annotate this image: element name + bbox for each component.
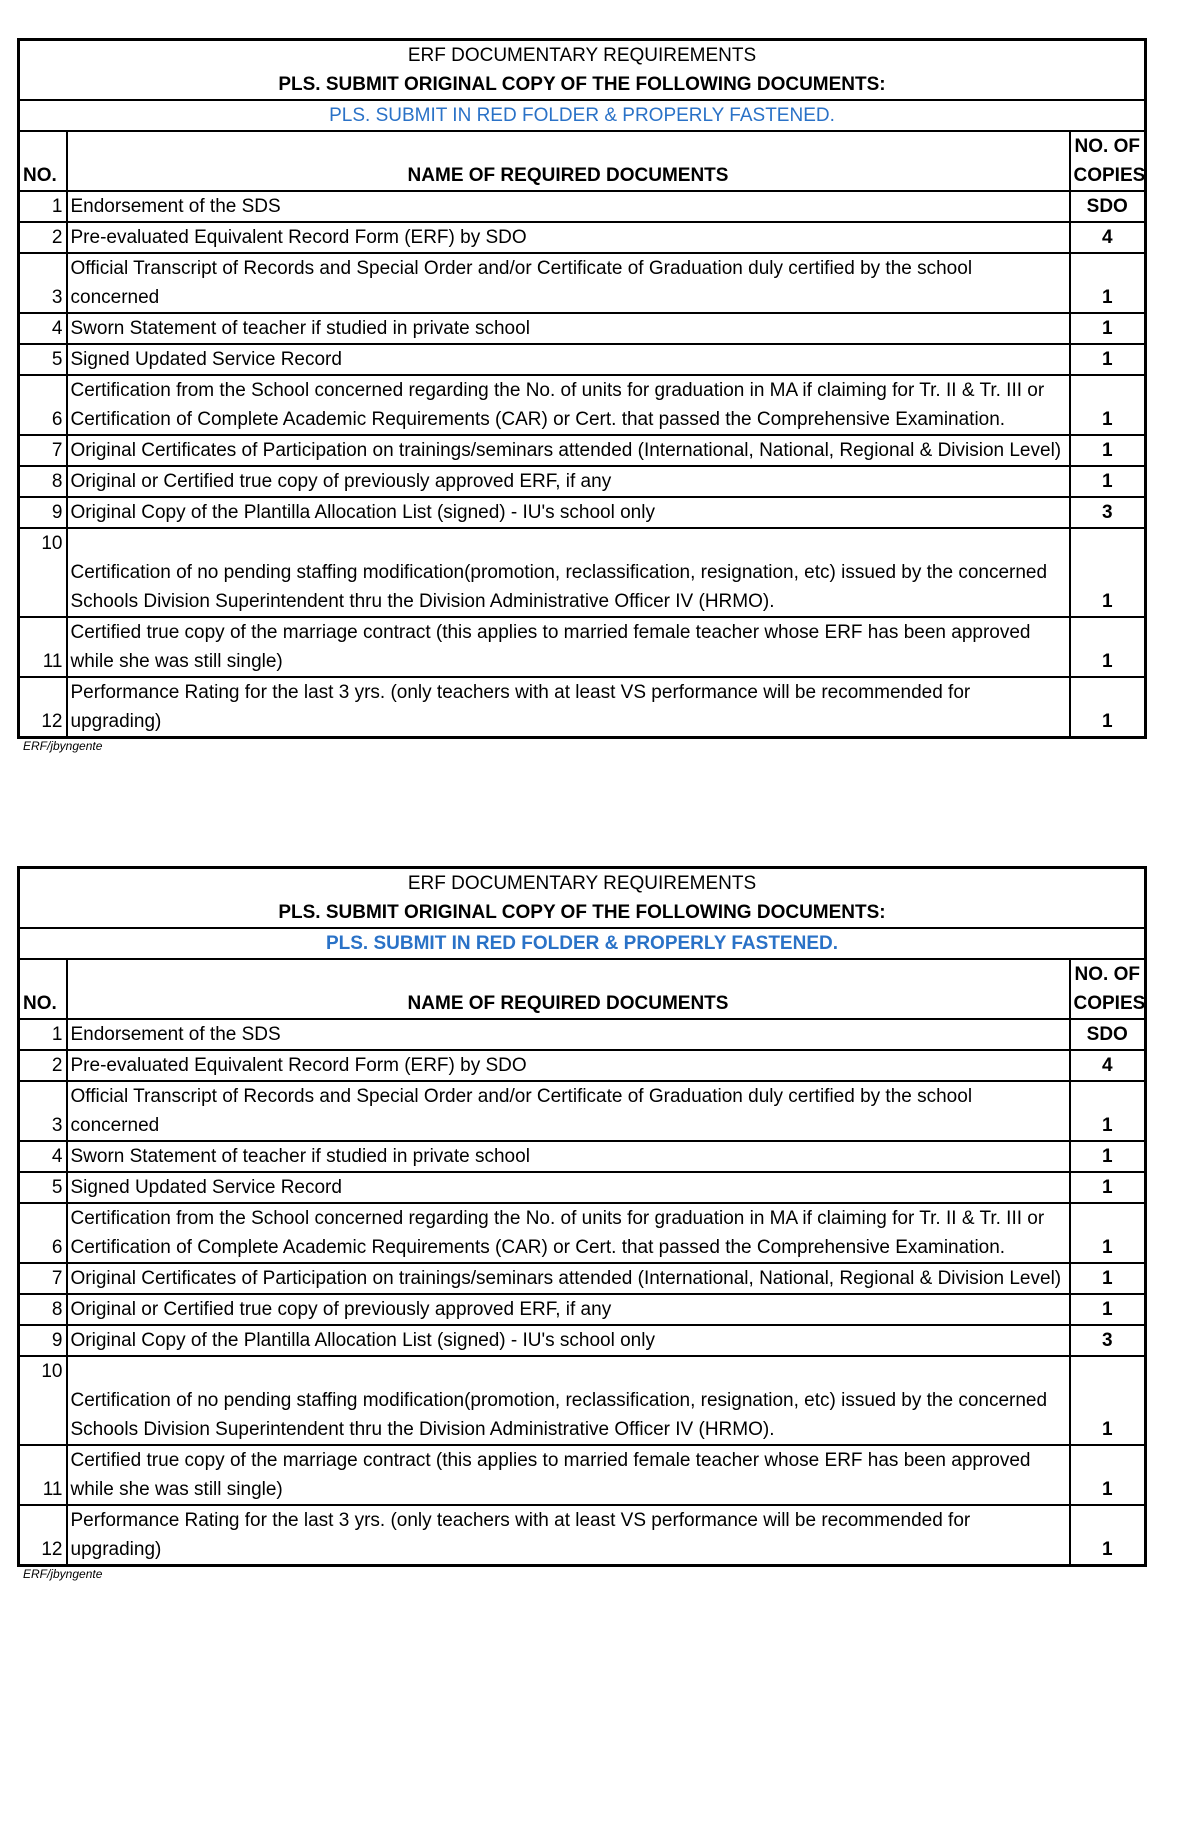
document-name: Official Transcript of Records and Special Order and/or Certificate of Graduation duly certified by the school concerned [67,253,1070,313]
copies-count: 1 [1070,1505,1146,1566]
row-number: 6 [19,375,67,435]
document-name: Original Copy of the Plantilla Allocation List (signed) - IU's school only [67,497,1070,528]
document-name: Sworn Statement of teacher if studied in private school [67,1141,1070,1172]
document-name: Performance Rating for the last 3 yrs. (only teachers with at least VS performance will be recommended for upgrading) [67,1505,1070,1566]
copies-count: 1 [1070,1141,1146,1172]
header-no: NO. [19,131,67,191]
subtitle-row [19,70,1146,100]
row-number: 2 [19,222,67,253]
requirements-sheet-1 [17,38,1146,753]
note-row [19,928,1146,959]
copies-count: 1 [1070,1356,1146,1445]
row-number: 11 [19,1445,67,1505]
folder-note: PLS. SUBMIT IN RED FOLDER & PROPERLY FASTENED. [19,100,1146,131]
table-row [19,1172,1146,1203]
document-name: Original Copy of the Plantilla Allocation List (signed) - IU's school only [67,1325,1070,1356]
footer-initials: ERF/jbyngente [23,1567,103,1581]
document-name: Original or Certified true copy of previously approved ERF, if any [67,1294,1070,1325]
document-name: Signed Updated Service Record [67,344,1070,375]
header-copies-line2: COPIES [1073,993,1146,1014]
row-number: 7 [19,1263,67,1294]
copies-count: 1 [1070,1263,1146,1294]
copies-count: 1 [1070,375,1146,435]
document-name: Endorsement of the SDS [67,1019,1070,1050]
document-name: Certification from the School concerned regarding the No. of units for graduation in MA if claiming for Tr. II & Tr. III or Certification of Complete Academic Requirements (CAR) or Cert. that passed the Comprehensive Examination. [67,1203,1070,1263]
copies-count: 1 [1070,1081,1146,1141]
document-name: Endorsement of the SDS [67,191,1070,222]
copies-count: 1 [1070,528,1146,617]
document-name: Pre-evaluated Equivalent Record Form (ERF) by SDO [67,222,1070,253]
row-number: 6 [19,1203,67,1263]
row-number: 5 [19,344,67,375]
header-copies-line2: COPIES [1073,165,1146,186]
table-row [19,1294,1146,1325]
table-row [19,1081,1146,1141]
row-number: 2 [19,1050,67,1081]
header-row [19,131,1146,191]
subtitle-row [19,898,1146,928]
row-number: 7 [19,435,67,466]
header-no: NO. [19,959,67,1019]
document-name: Certified true copy of the marriage contract (this applies to married female teacher whose ERF has been approved while she was still single) [67,617,1070,677]
table-row [19,1263,1146,1294]
document-name: Pre-evaluated Equivalent Record Form (ERF) by SDO [67,1050,1070,1081]
copies-count: 1 [1070,1172,1146,1203]
table-row [19,344,1146,375]
copies-count: 1 [1070,435,1146,466]
table-row [19,1203,1146,1263]
copies-count: SDO [1070,191,1146,222]
row-number: 4 [19,313,67,344]
table-row [19,1019,1146,1050]
copies-count: 1 [1070,313,1146,344]
table-row [19,528,1146,617]
document-name: Certification from the School concerned regarding the No. of units for graduation in MA if claiming for Tr. II & Tr. III or Certification of Complete Academic Requirements (CAR) or Cert. that passed the Comprehensive Examination. [67,375,1070,435]
sheet-subtitle: PLS. SUBMIT ORIGINAL COPY OF THE FOLLOWING DOCUMENTS: [19,70,1146,100]
copies-count: 4 [1070,1050,1146,1081]
title-row [19,868,1146,899]
title-row [19,40,1146,71]
copies-count: 1 [1070,466,1146,497]
requirements-sheet-2 [17,866,1146,1581]
table-row [19,1141,1146,1172]
row-number: 9 [19,497,67,528]
table-row [19,1325,1146,1356]
row-number: 1 [19,1019,67,1050]
row-number: 11 [19,617,67,677]
header-document-name: NAME OF REQUIRED DOCUMENTS [67,959,1070,1019]
copies-count: 1 [1070,1203,1146,1263]
row-number: 3 [19,253,67,313]
table-row [19,617,1146,677]
row-number: 8 [19,1294,67,1325]
sheet-title: ERF DOCUMENTARY REQUIREMENTS [19,40,1146,71]
copies-count: 1 [1070,1445,1146,1505]
header-copies-line1: NO. OF [1074,136,1140,157]
document-name: Original or Certified true copy of previously approved ERF, if any [67,466,1070,497]
document-name: Official Transcript of Records and Special Order and/or Certificate of Graduation duly certified by the school concerned [67,1081,1070,1141]
copies-count: SDO [1070,1019,1146,1050]
table-row [19,253,1146,313]
table-row [19,1050,1146,1081]
note-row [19,100,1146,131]
document-name: Certified true copy of the marriage contract (this applies to married female teacher whose ERF has been approved while she was still single) [67,1445,1070,1505]
copies-count: 4 [1070,222,1146,253]
row-number: 10 [19,1356,67,1445]
document-name: Signed Updated Service Record [67,1172,1070,1203]
header-copies [1070,959,1146,1019]
copies-count: 1 [1070,253,1146,313]
table-row [19,1356,1146,1445]
header-document-name: NAME OF REQUIRED DOCUMENTS [67,131,1070,191]
row-number: 3 [19,1081,67,1141]
row-number: 12 [19,1505,67,1566]
table-row [19,466,1146,497]
document-name: Original Certificates of Participation on trainings/seminars attended (International, National, Regional & Division Level) [67,435,1070,466]
table-row [19,1445,1146,1505]
table-row [19,375,1146,435]
row-number: 1 [19,191,67,222]
row-number: 8 [19,466,67,497]
row-number: 12 [19,677,67,738]
document-name: Certification of no pending staffing modification(promotion, reclassification, resignation, etc) issued by the concerned Schools Division Superintendent thru the Division Administrative Officer IV (HRMO). [67,528,1070,617]
copies-count: 3 [1070,1325,1146,1356]
row-number: 4 [19,1141,67,1172]
table-row [19,191,1146,222]
sheet-title: ERF DOCUMENTARY REQUIREMENTS [19,868,1146,899]
row-number: 5 [19,1172,67,1203]
requirements-table [17,38,1147,739]
row-number: 10 [19,528,67,617]
folder-note: PLS. SUBMIT IN RED FOLDER & PROPERLY FASTENED. [19,928,1146,959]
table-row [19,1505,1146,1566]
document-name: Performance Rating for the last 3 yrs. (only teachers with at least VS performance will be recommended for upgrading) [67,677,1070,738]
document-name: Sworn Statement of teacher if studied in private school [67,313,1070,344]
row-number: 9 [19,1325,67,1356]
table-row [19,435,1146,466]
copies-count: 3 [1070,497,1146,528]
document-name: Original Certificates of Participation on trainings/seminars attended (International, National, Regional & Division Level) [67,1263,1070,1294]
copies-count: 1 [1070,1294,1146,1325]
footer-initials: ERF/jbyngente [23,739,103,753]
copies-count: 1 [1070,677,1146,738]
table-row [19,677,1146,738]
header-copies-line1: NO. OF [1074,964,1140,985]
copies-count: 1 [1070,617,1146,677]
table-row [19,222,1146,253]
document-name: Certification of no pending staffing modification(promotion, reclassification, resignation, etc) issued by the concerned Schools Division Superintendent thru the Division Administrative Officer IV (HRMO). [67,1356,1070,1445]
table-row [19,497,1146,528]
header-row [19,959,1146,1019]
table-row [19,313,1146,344]
requirements-table [17,866,1147,1567]
sheet-subtitle: PLS. SUBMIT ORIGINAL COPY OF THE FOLLOWING DOCUMENTS: [19,898,1146,928]
header-copies [1070,131,1146,191]
copies-count: 1 [1070,344,1146,375]
